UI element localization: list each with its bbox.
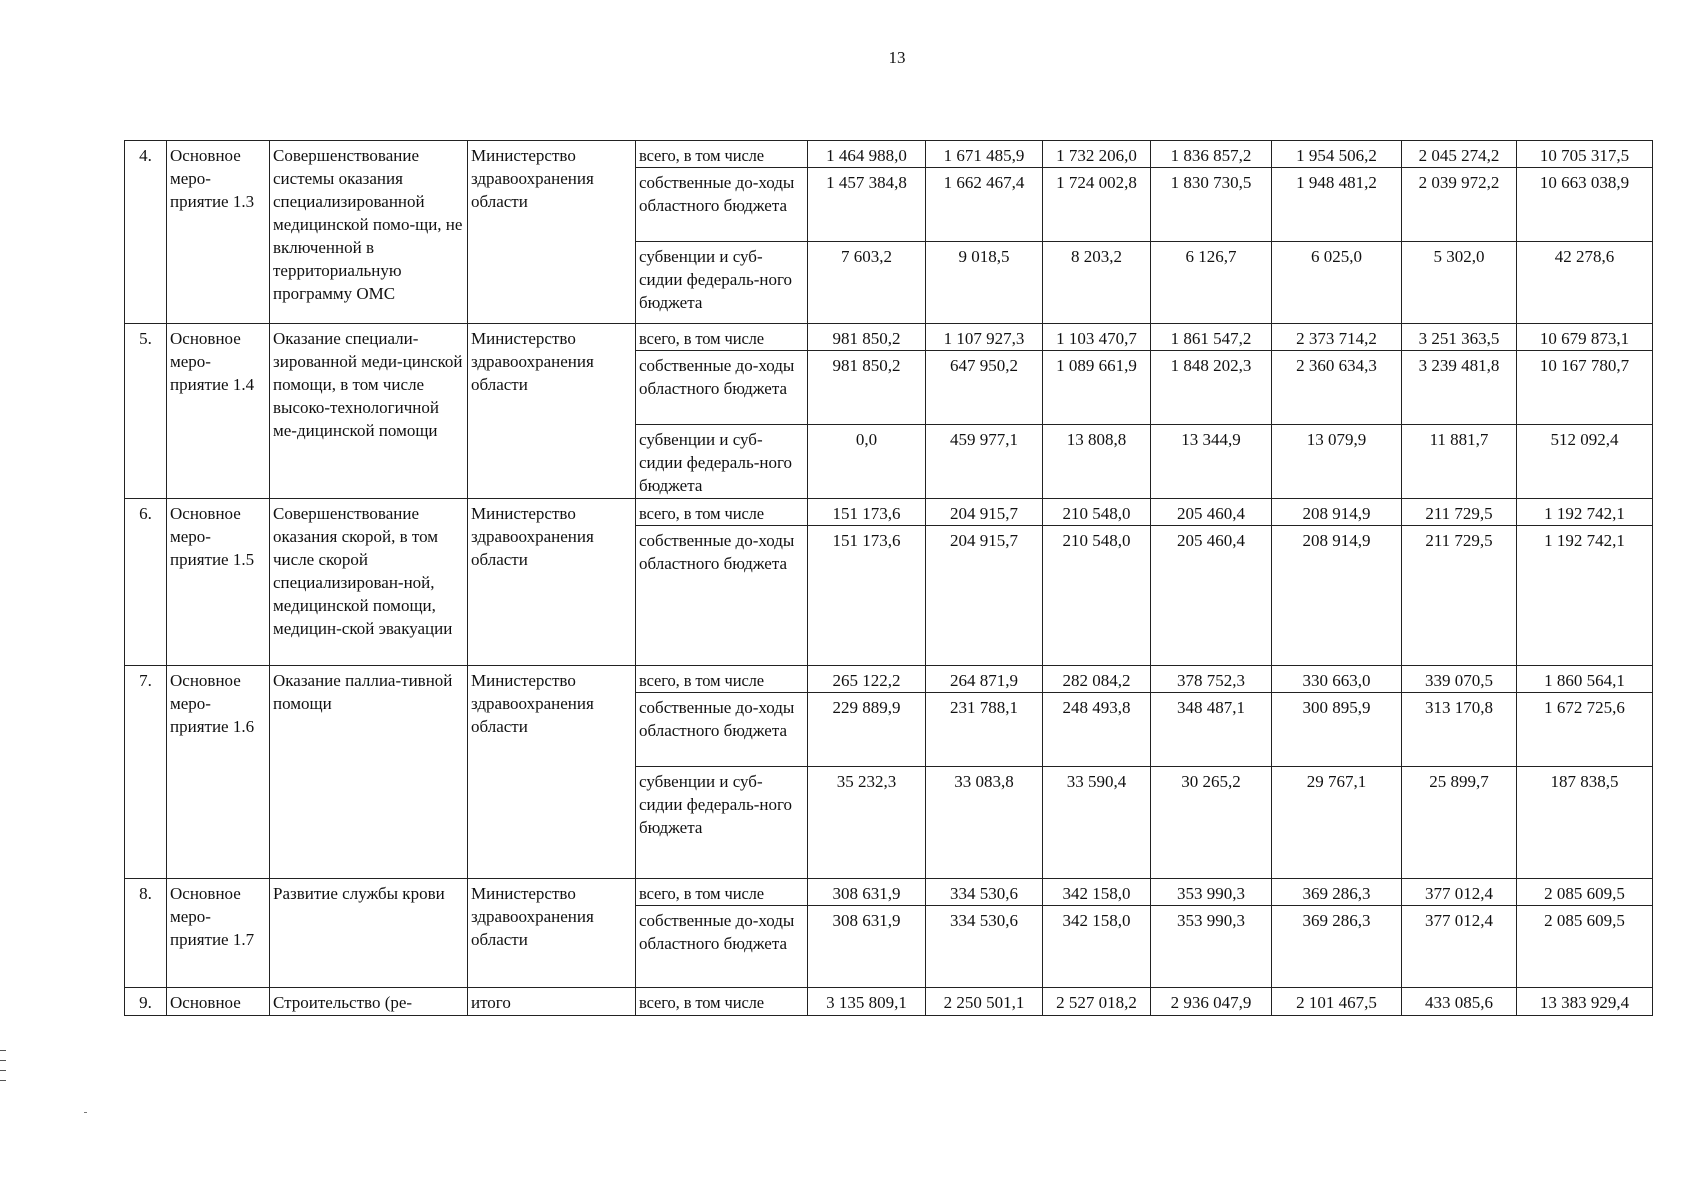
value-year-1: 0,0 [808,425,926,499]
value-total: 10 167 780,7 [1517,351,1653,425]
activity-name: Оказание паллиа-тивной помощи [270,666,468,879]
value-year-2: 647 950,2 [926,351,1043,425]
scan-margin-marks [0,1050,6,1105]
value-year-5: 369 286,3 [1272,906,1402,988]
value-year-1: 981 850,2 [808,324,926,351]
value-year-6: 377 012,4 [1402,879,1517,906]
value-total: 512 092,4 [1517,425,1653,499]
value-year-4: 6 126,7 [1151,242,1272,324]
executor: итого [468,988,636,1016]
value-year-6: 25 899,7 [1402,767,1517,879]
value-year-3: 13 808,8 [1043,425,1151,499]
value-year-6: 5 302,0 [1402,242,1517,324]
funding-source: всего, в том числе [636,666,808,693]
row-number: 8. [125,879,167,988]
activity-name: Оказание специали-зированной меди-цинской помощи, в том числе высоко-технологичной ме-дицинской помощи [270,324,468,499]
budget-table [124,140,1653,1016]
value-year-1: 229 889,9 [808,693,926,767]
value-year-5: 369 286,3 [1272,879,1402,906]
value-year-5: 13 079,9 [1272,425,1402,499]
value-year-1: 151 173,6 [808,499,926,526]
value-year-4: 378 752,3 [1151,666,1272,693]
activity-name: Совершенствование системы оказания специализированной медицинской помо-щи, не включенной в территориальную программу ОМС [270,141,468,324]
executor: Министерство здравоохранения области [468,141,636,324]
value-total: 187 838,5 [1517,767,1653,879]
table-row [125,879,1653,906]
value-year-5: 29 767,1 [1272,767,1402,879]
value-year-1: 151 173,6 [808,526,926,666]
value-year-3: 282 084,2 [1043,666,1151,693]
value-year-4: 353 990,3 [1151,906,1272,988]
value-year-4: 1 830 730,5 [1151,168,1272,242]
page-number: 13 [888,48,906,67]
value-total: 1 672 725,6 [1517,693,1653,767]
value-total: 10 705 317,5 [1517,141,1653,168]
value-year-3: 1 724 002,8 [1043,168,1151,242]
value-total: 1 192 742,1 [1517,499,1653,526]
value-year-6: 433 085,6 [1402,988,1517,1016]
value-year-3: 8 203,2 [1043,242,1151,324]
value-year-6: 377 012,4 [1402,906,1517,988]
value-year-1: 308 631,9 [808,906,926,988]
value-year-1: 3 135 809,1 [808,988,926,1016]
value-total: 13 383 929,4 [1517,988,1653,1016]
row-number: 9. [125,988,167,1016]
funding-source: собственные до-ходы областного бюджета [636,351,808,425]
table-row [125,988,1653,1016]
value-total: 1 860 564,1 [1517,666,1653,693]
activity-type: Основное меро-приятие 1.6 [167,666,270,879]
value-year-5: 330 663,0 [1272,666,1402,693]
funding-source: собственные до-ходы областного бюджета [636,168,808,242]
activity-type: Основное меро-приятие 1.3 [167,141,270,324]
value-year-6: 3 251 363,5 [1402,324,1517,351]
funding-source: субвенции и суб-сидии федераль-ного бюджета [636,425,808,499]
funding-source: субвенции и суб-сидии федераль-ного бюджета [636,767,808,879]
activity-name: Совершенствование оказания скорой, в том числе скорой специализирован-ной, медицинской помощи, медицин-ской эвакуации [270,499,468,666]
value-year-3: 1 732 206,0 [1043,141,1151,168]
value-year-4: 1 861 547,2 [1151,324,1272,351]
value-year-2: 264 871,9 [926,666,1043,693]
value-year-2: 1 662 467,4 [926,168,1043,242]
value-year-1: 1 457 384,8 [808,168,926,242]
value-year-3: 342 158,0 [1043,879,1151,906]
executor: Министерство здравоохранения области [468,666,636,879]
funding-source: всего, в том числе [636,499,808,526]
value-year-2: 1 671 485,9 [926,141,1043,168]
value-year-5: 208 914,9 [1272,499,1402,526]
value-year-5: 2 373 714,2 [1272,324,1402,351]
executor: Министерство здравоохранения области [468,324,636,499]
activity-type: Основное меро-приятие 1.7 [167,879,270,988]
funding-source: собственные до-ходы областного бюджета [636,526,808,666]
value-year-4: 205 460,4 [1151,526,1272,666]
value-year-3: 342 158,0 [1043,906,1151,988]
value-total: 2 085 609,5 [1517,906,1653,988]
value-year-6: 339 070,5 [1402,666,1517,693]
value-year-3: 2 527 018,2 [1043,988,1151,1016]
funding-source: всего, в том числе [636,324,808,351]
value-year-2: 231 788,1 [926,693,1043,767]
value-year-5: 2 101 467,5 [1272,988,1402,1016]
value-year-1: 35 232,3 [808,767,926,879]
value-year-5: 208 914,9 [1272,526,1402,666]
value-year-5: 2 360 634,3 [1272,351,1402,425]
activity-name: Строительство (ре- [270,988,468,1016]
value-year-3: 248 493,8 [1043,693,1151,767]
value-year-1: 265 122,2 [808,666,926,693]
value-total: 42 278,6 [1517,242,1653,324]
value-year-1: 308 631,9 [808,879,926,906]
value-year-6: 11 881,7 [1402,425,1517,499]
value-year-2: 2 250 501,1 [926,988,1043,1016]
value-year-4: 353 990,3 [1151,879,1272,906]
scan-artifact [84,1112,87,1113]
value-year-6: 2 045 274,2 [1402,141,1517,168]
value-year-4: 13 344,9 [1151,425,1272,499]
value-year-3: 210 548,0 [1043,526,1151,666]
funding-source: всего, в том числе [636,988,808,1016]
value-year-2: 204 915,7 [926,499,1043,526]
funding-source: всего, в том числе [636,879,808,906]
value-year-5: 6 025,0 [1272,242,1402,324]
value-year-2: 204 915,7 [926,526,1043,666]
value-total: 10 663 038,9 [1517,168,1653,242]
value-year-6: 211 729,5 [1402,499,1517,526]
value-year-1: 1 464 988,0 [808,141,926,168]
row-number: 6. [125,499,167,666]
value-year-4: 205 460,4 [1151,499,1272,526]
executor: Министерство здравоохранения области [468,879,636,988]
value-year-5: 300 895,9 [1272,693,1402,767]
value-year-4: 2 936 047,9 [1151,988,1272,1016]
value-year-3: 1 089 661,9 [1043,351,1151,425]
value-year-4: 1 836 857,2 [1151,141,1272,168]
value-year-4: 1 848 202,3 [1151,351,1272,425]
value-year-3: 1 103 470,7 [1043,324,1151,351]
value-year-2: 459 977,1 [926,425,1043,499]
executor: Министерство здравоохранения области [468,499,636,666]
activity-type: Основное меро-приятие 1.5 [167,499,270,666]
funding-source: собственные до-ходы областного бюджета [636,906,808,988]
value-year-2: 334 530,6 [926,879,1043,906]
value-year-3: 33 590,4 [1043,767,1151,879]
value-total: 1 192 742,1 [1517,526,1653,666]
value-year-6: 313 170,8 [1402,693,1517,767]
value-year-5: 1 954 506,2 [1272,141,1402,168]
value-year-6: 2 039 972,2 [1402,168,1517,242]
value-year-1: 7 603,2 [808,242,926,324]
funding-source: собственные до-ходы областного бюджета [636,693,808,767]
value-year-5: 1 948 481,2 [1272,168,1402,242]
value-year-1: 981 850,2 [808,351,926,425]
table-row [125,324,1653,351]
activity-name: Развитие службы крови [270,879,468,988]
row-number: 5. [125,324,167,499]
table-row [125,141,1653,168]
activity-type: Основное меро-приятие 1.4 [167,324,270,499]
value-year-3: 210 548,0 [1043,499,1151,526]
funding-source: всего, в том числе [636,141,808,168]
row-number: 7. [125,666,167,879]
value-total: 10 679 873,1 [1517,324,1653,351]
table-row [125,666,1653,693]
value-year-6: 211 729,5 [1402,526,1517,666]
value-year-2: 33 083,8 [926,767,1043,879]
table-row [125,499,1653,526]
value-year-2: 1 107 927,3 [926,324,1043,351]
table-body [125,141,1653,1016]
funding-source: субвенции и суб-сидии федераль-ного бюджета [636,242,808,324]
row-number: 4. [125,141,167,324]
value-year-6: 3 239 481,8 [1402,351,1517,425]
value-year-2: 334 530,6 [926,906,1043,988]
value-year-4: 30 265,2 [1151,767,1272,879]
value-year-4: 348 487,1 [1151,693,1272,767]
activity-type: Основное [167,988,270,1016]
value-total: 2 085 609,5 [1517,879,1653,906]
value-year-2: 9 018,5 [926,242,1043,324]
